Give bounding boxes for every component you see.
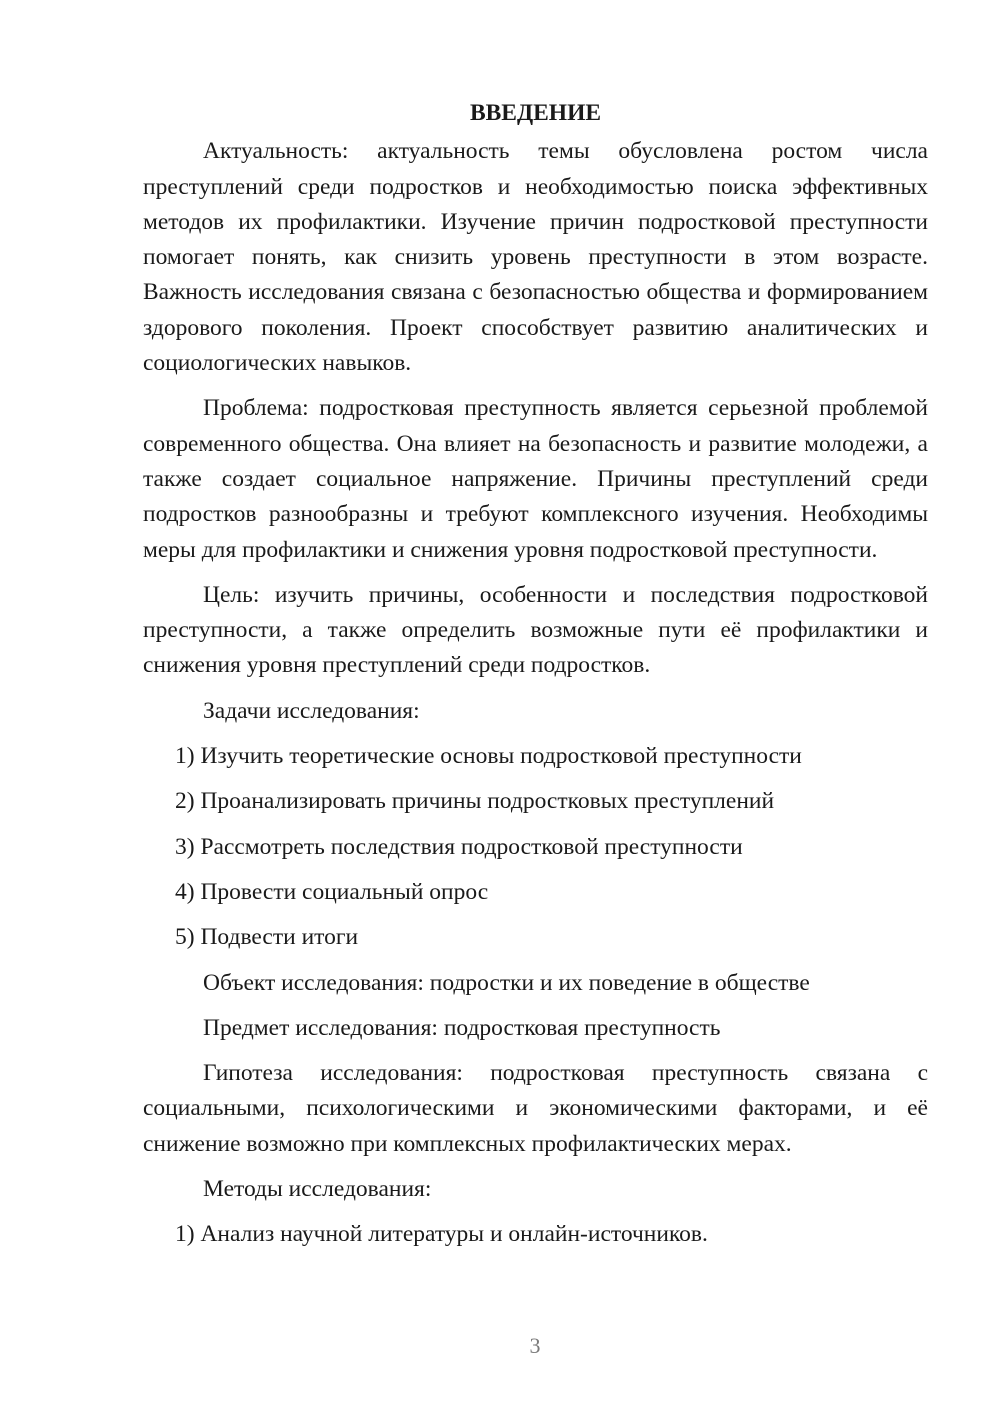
list-item: 3) Рассмотреть последствия подростковой преступности xyxy=(175,833,743,860)
object-line: Объект исследования: подростки и их поведение в обществе xyxy=(203,969,810,996)
page-content xyxy=(143,96,928,1263)
problem-paragraph: Проблема: подростковая преступность является серьезной проблемой современного общества. Она влияет на безопасность и развитие молодежи, а также создает социальное напряжение. Причины преступлений среди подростков разнообразны и требуют комплексного изучения. Необходимы меры для профилактики и снижения уровня подростковой преступности. xyxy=(143,395,928,563)
relevance-paragraph: Актуальность: актуальность темы обусловлена ростом числа преступлений среди подростков и необходимостью поиска эффективных методов их профилактики. Изучение причин подростковой преступности помогает понять, как снизить уровень преступности в этом возрасте. Важность исследования связана с безопасностью общества и формированием здорового поколения. Проект способствует развитию аналитических и социологических навыков. xyxy=(143,138,928,377)
list-item: 1) Изучить теоретические основы подростковой преступности xyxy=(175,743,802,770)
list-item: 4) Провести социальный опрос xyxy=(175,878,489,905)
page-number: 3 xyxy=(529,1333,541,1358)
tasks-list xyxy=(143,739,928,955)
hypothesis-paragraph: Гипотеза исследования: подростковая преступность связана с социальными, психологическими и экономическими факторами, и её снижение возможно при комплексных профилактических мерах. xyxy=(143,1060,928,1157)
list-item: 1) Анализ научной литературы и онлайн-источников. xyxy=(175,1221,708,1248)
section-title: ВВЕДЕНИЕ xyxy=(469,100,602,126)
list-item: 2) Проанализировать причины подростковых преступлений xyxy=(175,788,775,815)
methods-heading: Методы исследования: xyxy=(203,1176,432,1203)
list-item: 5) Подвести итоги xyxy=(175,924,359,951)
goal-paragraph: Цель: изучить причины, особенности и последствия подростковой преступности, а также определить возможные пути её профилактики и снижения уровня преступлений среди подростков. xyxy=(143,581,928,679)
subject-line: Предмет исследования: подростковая преступность xyxy=(203,1014,721,1041)
tasks-heading: Задачи исследования: xyxy=(203,697,420,724)
methods-list xyxy=(143,1217,928,1252)
